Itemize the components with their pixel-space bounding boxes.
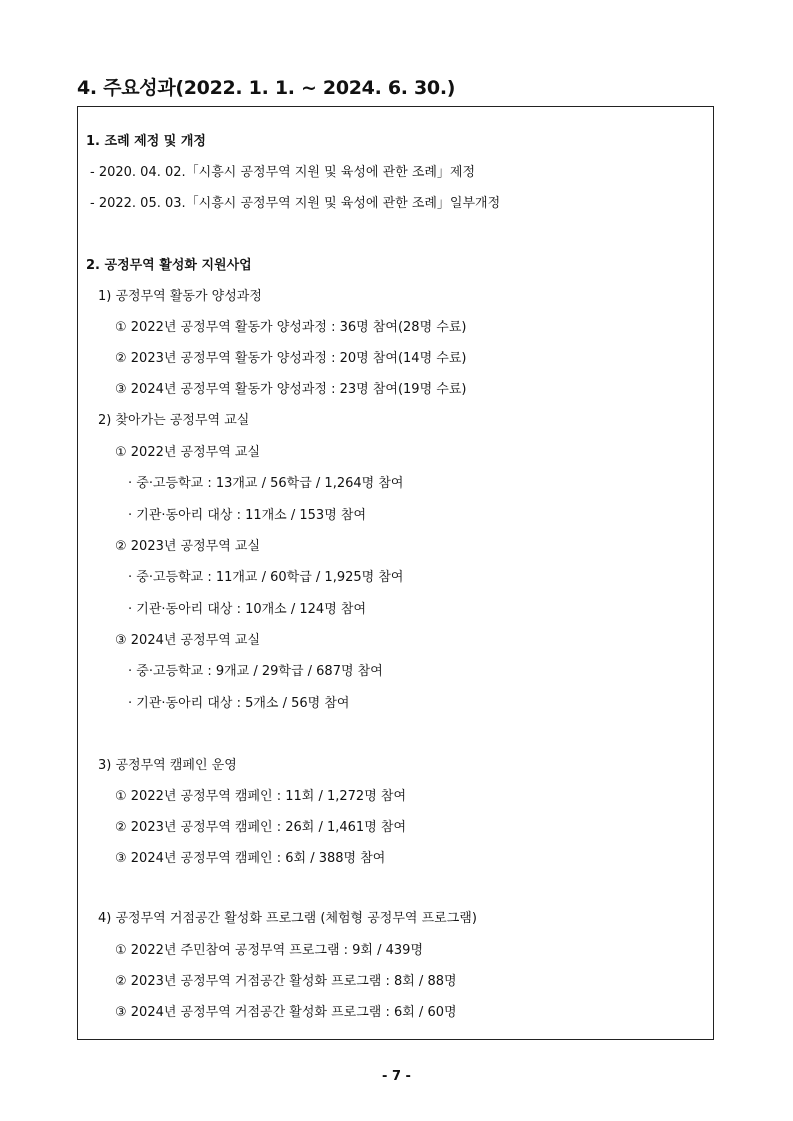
subsection-title-classroom: 2) 찾아가는 공정무역 교실 <box>98 413 250 428</box>
year-label: ③ 2024년 공정무역 교실 <box>115 633 261 648</box>
list-item: ① 2022년 공정무역 캠페인 : 11회 / 1,272명 참여 <box>115 789 407 804</box>
content-box <box>77 106 714 1040</box>
bullet-item: · 중·고등학교 : 13개교 / 56학급 / 1,264명 참여 <box>128 476 404 491</box>
list-item: ① 2022년 주민참여 공정무역 프로그램 : 9회 / 439명 <box>115 943 424 958</box>
list-item: - 2020. 04. 02.「시흥시 공정무역 지원 및 육성에 관한 조례」제정 <box>90 165 476 180</box>
bullet-item: · 중·고등학교 : 11개교 / 60학급 / 1,925명 참여 <box>128 570 404 585</box>
list-item: ② 2023년 공정무역 캠페인 : 26회 / 1,461명 참여 <box>115 820 407 835</box>
bullet-item: · 기관·동아리 대상 : 5개소 / 56명 참여 <box>128 696 350 711</box>
list-item: ② 2023년 공정무역 활동가 양성과정 : 20명 참여(14명 수료) <box>115 351 467 366</box>
bullet-item: · 중·고등학교 : 9개교 / 29학급 / 687명 참여 <box>128 664 383 679</box>
bullet-item: · 기관·동아리 대상 : 10개소 / 124명 참여 <box>128 602 367 617</box>
list-item: ① 2022년 공정무역 활동가 양성과정 : 36명 참여(28명 수료) <box>115 320 467 335</box>
page-number: - 7 - <box>382 1069 411 1084</box>
list-item: ③ 2024년 공정무역 거점공간 활성화 프로그램 : 6회 / 60명 <box>115 1005 457 1020</box>
bullet-item: · 기관·동아리 대상 : 11개소 / 153명 참여 <box>128 508 367 523</box>
list-item: ② 2023년 공정무역 거점공간 활성화 프로그램 : 8회 / 88명 <box>115 974 457 989</box>
list-item: ③ 2024년 공정무역 활동가 양성과정 : 23명 참여(19명 수료) <box>115 382 467 397</box>
list-item: ③ 2024년 공정무역 캠페인 : 6회 / 388명 참여 <box>115 851 386 866</box>
subsection-title-campaign: 3) 공정무역 캠페인 운영 <box>98 758 237 773</box>
list-item: - 2022. 05. 03.「시흥시 공정무역 지원 및 육성에 관한 조례」일부개정 <box>90 196 501 211</box>
year-label: ② 2023년 공정무역 교실 <box>115 539 261 554</box>
section-title-support: 2. 공정무역 활성화 지원사업 <box>86 258 252 273</box>
page-heading: 4. 주요성과(2022. 1. 1. ~ 2024. 6. 30.) <box>77 77 456 99</box>
year-label: ① 2022년 공정무역 교실 <box>115 445 261 460</box>
subsection-title-program: 4) 공정무역 거점공간 활성화 프로그램 (체험형 공정무역 프로그램) <box>98 911 477 926</box>
subsection-title-activist: 1) 공정무역 활동가 양성과정 <box>98 289 262 304</box>
section-title-ordinance: 1. 조례 제정 및 개정 <box>86 134 206 149</box>
